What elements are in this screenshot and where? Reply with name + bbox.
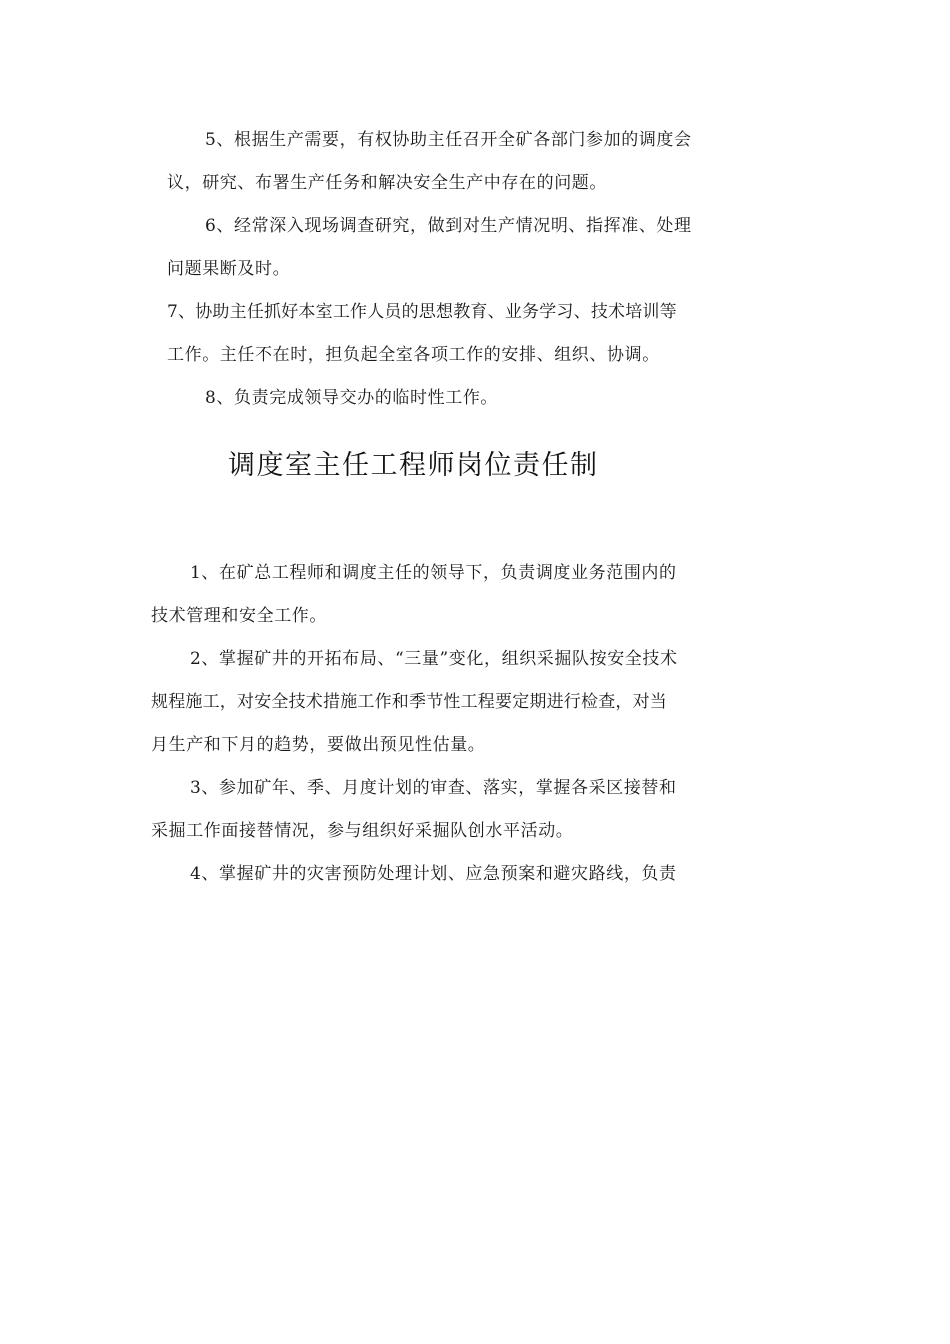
paragraph-line: 2、掌握矿井的开拓布局、“三量”变化，组织采掘队按安全技术 [190, 649, 678, 669]
paragraph-line: 月生产和下月的趋势，要做出预见性估量。 [151, 735, 486, 755]
paragraph-line: 3、参加矿年、季、月度计划的审查、落实，掌握各采区接替和 [190, 778, 677, 798]
paragraph-line: 议，研究、布署生产任务和解决安全生产中存在的问题。 [167, 173, 607, 193]
paragraph-line: 6、经常深入现场调查研究，做到对生产情况明、指挥准、处理 [205, 216, 692, 236]
paragraph-line: 7、协助主任抓好本室工作人员的思想教育、业务学习、技术培训等 [167, 302, 677, 322]
section-title: 调度室主任工程师岗位责任制 [228, 450, 599, 481]
paragraph-line: 1、在矿总工程师和调度主任的领导下，负责调度业务范围内的 [190, 563, 677, 583]
paragraph-line: 4、掌握矿井的灾害预防处理计划、应急预案和避灾路线，负责 [190, 864, 677, 884]
paragraph-line: 规程施工，对安全技术措施工作和季节性工程要定期进行检查，对当 [151, 692, 667, 712]
paragraph-line: 5、根据生产需要，有权协助主任召开全矿各部门参加的调度会 [205, 130, 692, 150]
paragraph-line: 8、负责完成领导交办的临时性工作。 [205, 388, 499, 408]
paragraph-line: 问题果断及时。 [167, 259, 291, 279]
paragraph-line: 工作。主任不在时，担负起全室各项工作的安排、组织、协调。 [167, 345, 660, 365]
paragraph-line: 采掘工作面接替情况，参与组织好采掘队创水平活动。 [151, 821, 574, 841]
paragraph-line: 技术管理和安全工作。 [151, 606, 327, 626]
